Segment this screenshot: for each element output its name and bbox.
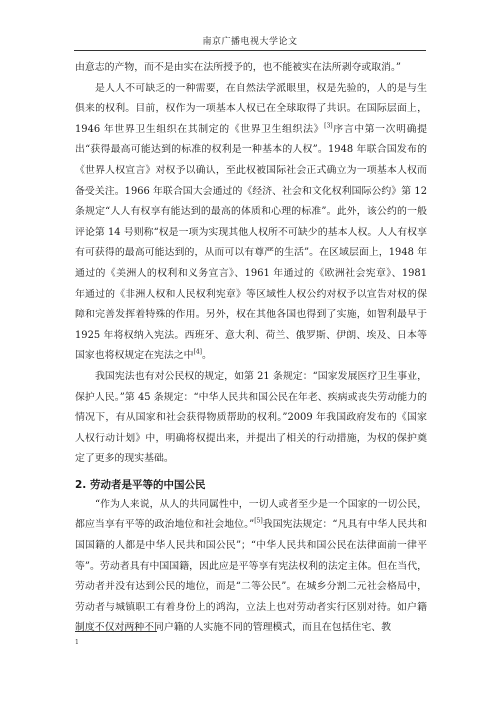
citation-3: [3] <box>324 122 333 130</box>
citation-5: [5] <box>254 518 263 526</box>
citation-4: [4] <box>193 349 203 357</box>
paragraph-2 <box>75 79 427 367</box>
paragraph-4 <box>75 495 427 639</box>
section-heading: 2. 劳动者是平等的中国公民 <box>75 478 206 491</box>
page-header: 南京广播电视大学论文 <box>202 37 298 47</box>
paragraph-2-text: 是人人不可缺乏的一种需要，在自然法学派眼里，权是先验的，人的是与生俱来的权利。目前，权作为一项基本人权已在全球取得了共识。在国际层面上，1946 年世界卫生组织在其制定的《世界卫生组织法》 <box>75 82 427 135</box>
paragraph-3-text: 我国宪法也有对公民权的规定，如第 21 条规定：“国家发展医疗卫生事业，保护人民。”第 45 条规定：“中华人民共和国公民在年老、疾病或丧失劳动能力的情况下，有从国家和社会获得物质帮助的权利。”2009 年我国政府发布的《国家人权行动计划》中，明确将权提出来，并提出了相关的行动措施，为权的保护奠定了更多的现实基础。 <box>75 370 427 465</box>
paragraph-2-text-end: 。 <box>202 350 212 362</box>
paragraph-4-text: “作为人来说，从人的共同属性中，一切人或者至少是一个国家的一切公民，都应当享有平等的政治地位和社会地位。” <box>75 498 427 531</box>
header-rule <box>74 50 426 51</box>
footnote-rule <box>75 631 157 632</box>
paragraph-4-text-cont: 我国宪法规定：“凡具有中华人民共和国国籍的人都是中华人民共和国公民”；“中华人民共和国公民在法律面前一律平等”。劳动者具有中国国籍，因此应是平等享有宪法权利的法定主体。但在当代，劳动者并没有达到公民的地位，而是“二等公民”。在城乡分割二元社会格局中，劳动者与城镇职工有着身份上的鸿沟，立法上也对劳动者实行区别对待。如户籍制度不仅对两种不同户籍的人实施不同的管理模式，而且在包括住宅、教 <box>75 519 427 634</box>
paragraph-3 <box>75 367 427 470</box>
paragraph-1 <box>75 58 427 79</box>
paragraph-1-text: 由意志的产物，而不是由实在法所授予的，也不能被实在法所剥夺或取消。” <box>75 62 401 73</box>
document-body <box>75 58 427 639</box>
footnote-mark: 1 <box>75 639 79 646</box>
paragraph-2-text-cont: 序言中第一次明确提出“获得最高可能达到的标准的权利是一种基本的人权”。1948 年联合国发布的《世界人权宣言》对权予以确认，至此权被国际社会正式确立为一项基本人权而备受关注。1966 年联合国大会通过的《经济、社会和文化权利国际公约》第 12 条规定“人人有权享有能达到的最高的体质和心理的标准”。此外，该公约的一般评论第 14 号则称“权是一项为实现其他人权所不可缺少的基本人权。人人有权享有可获得的最高可能达到的，从而可以有尊严的生活”。在区域层面上，1948 年通过的《美洲人的权利和义务宣言》、1961 年通过的《欧洲社会宪章》、1981 年通过的《非洲人权和人民权利宪章》等区域性人权公约对权予以宣告对权的保障和完善发挥着特殊的作用。另外，权在其他各国也得到了实施，如智利最早于 1925 年将权纳入宪法。西班牙、意大利、荷兰、俄罗斯、伊朗、埃及、日本等国家也将权规定在宪法之中 <box>75 123 427 362</box>
